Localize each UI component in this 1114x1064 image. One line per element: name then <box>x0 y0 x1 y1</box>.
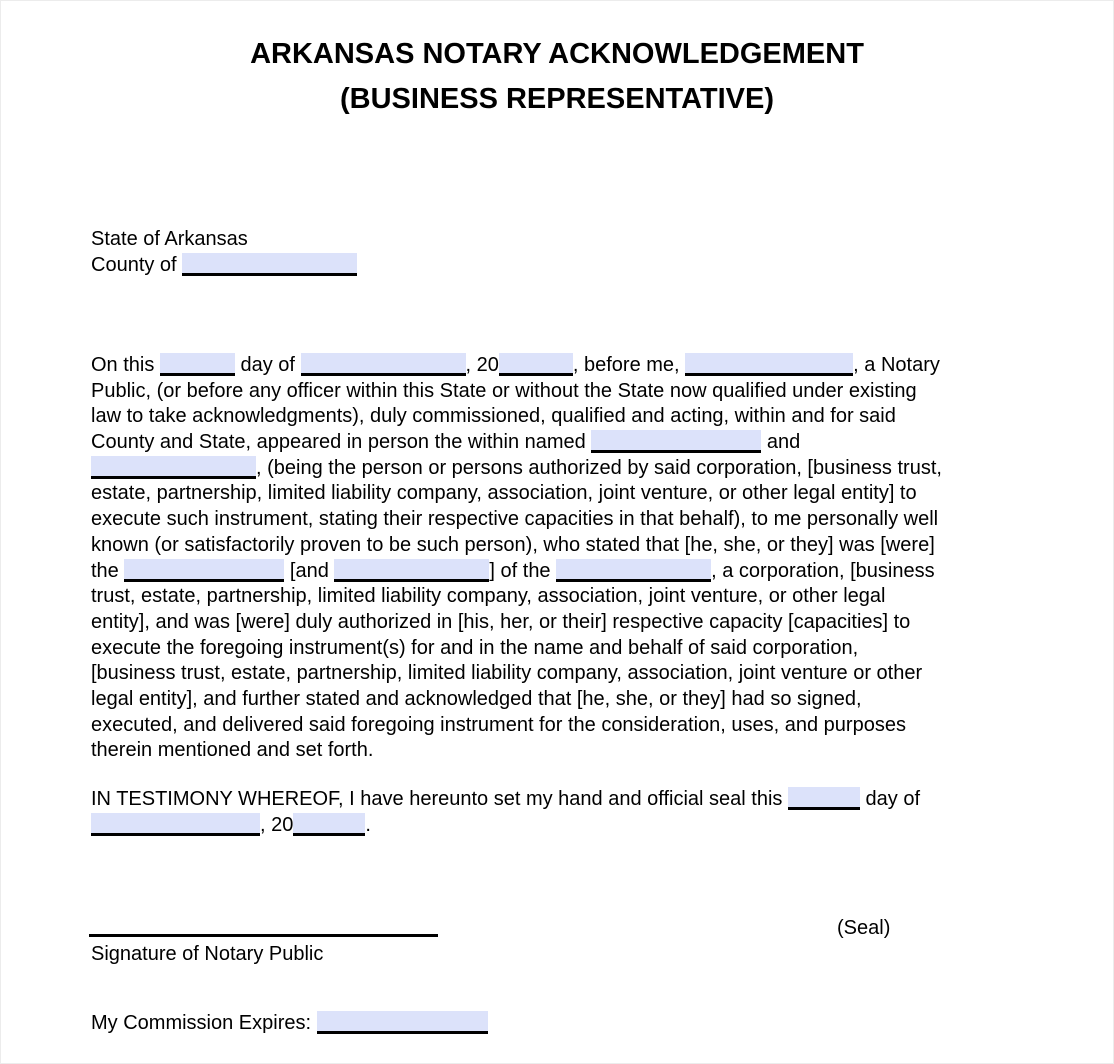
seal-label: (Seal) <box>837 917 891 939</box>
text-run: County of <box>91 253 183 276</box>
text-run: ] of the <box>489 559 557 582</box>
text-run: , 20 <box>260 813 294 836</box>
text-run: estate, partnership, limited liability company, association, joint venture, or other legal entity] to <box>91 482 917 505</box>
text-run: entity], and was [were] duly authorized in [his, her, or their] respective capacity [capacities] to <box>91 610 911 633</box>
text-line <box>91 813 920 839</box>
text-line <box>91 787 920 813</box>
text-line <box>91 404 942 430</box>
text-run: My Commission Expires: <box>91 1012 317 1034</box>
field-seal-month[interactable] <box>91 813 260 836</box>
text-line <box>91 379 942 405</box>
text-run: [business trust, estate, partnership, limited liability company, association, joint venture or other <box>91 662 923 685</box>
text-line <box>91 481 942 507</box>
field-principal-name-2[interactable] <box>91 456 256 479</box>
field-seal-year[interactable] <box>293 813 365 836</box>
text-run: , a corporation, [business <box>711 559 935 582</box>
text-run: day of <box>859 788 921 810</box>
text-run: trust, estate, partnership, limited liability company, association, joint venture, or other legal <box>91 585 886 608</box>
text-run: On this <box>91 354 160 376</box>
document-title-line-1: ARKANSAS NOTARY ACKNOWLEDGEMENT <box>250 38 864 70</box>
text-run: , a Notary <box>853 354 940 376</box>
field-principal-name-1[interactable] <box>591 430 761 453</box>
text-run: . <box>365 813 371 836</box>
signature-caption: Signature of Notary Public <box>91 943 324 965</box>
text-line <box>91 713 942 739</box>
field-notary-name[interactable] <box>685 353 853 376</box>
text-run: , before me, <box>572 354 686 376</box>
text-run: County and State, appeared in person the within named <box>91 431 592 454</box>
text-line <box>91 353 942 379</box>
field-month[interactable] <box>301 353 466 376</box>
text-line <box>91 456 942 482</box>
text-run: Public, (or before any officer within this State or without the State now qualified under existing <box>91 379 917 402</box>
document-title <box>1 32 1113 122</box>
notary-signature-line[interactable] <box>89 934 438 937</box>
field-county[interactable] <box>182 253 357 276</box>
text-run: law to take acknowledgments), duly commissioned, qualified and acting, within and for said <box>91 405 896 428</box>
text-run: executed, and delivered said foregoing instrument for the consideration, uses, and purposes <box>91 713 906 736</box>
text-run: legal entity], and further stated and acknowledged that [he, she, or they] had so signed, <box>91 687 862 710</box>
text-run: day of <box>234 354 301 376</box>
field-year[interactable] <box>499 353 573 376</box>
text-line <box>91 253 357 279</box>
text-line <box>91 430 942 456</box>
field-title-1[interactable] <box>124 559 284 582</box>
text-run: [and <box>284 559 335 582</box>
text-run: therein mentioned and set forth. <box>91 739 374 762</box>
text-run: execute such instrument, stating their respective capacities in that behalf), to me personally well <box>91 508 939 531</box>
field-seal-day[interactable] <box>788 787 860 810</box>
text-run: State of Arkansas <box>91 228 248 250</box>
commission-expires-block <box>91 1011 488 1037</box>
text-line <box>91 584 942 610</box>
text-run: , 20 <box>465 354 499 376</box>
text-line <box>91 738 942 764</box>
text-line <box>91 507 942 533</box>
field-commission-expiration-date[interactable] <box>317 1011 488 1034</box>
field-title-2[interactable] <box>334 559 489 582</box>
text-line <box>91 1011 488 1037</box>
field-day[interactable] <box>160 353 235 376</box>
text-run: IN TESTIMONY WHEREOF, I have hereunto set my hand and official seal this <box>91 788 788 810</box>
text-line <box>91 661 942 687</box>
field-company-name[interactable] <box>556 559 711 582</box>
state-county-block <box>91 227 357 278</box>
acknowledgement-paragraph <box>91 353 942 764</box>
text-run: the <box>91 559 125 582</box>
text-line <box>91 636 942 662</box>
testimony-paragraph <box>91 787 920 838</box>
document-title-line-2: (BUSINESS REPRESENTATIVE) <box>340 83 774 115</box>
text-run: known (or satisfactorily proven to be such person), who stated that [he, she, or they] was [were] <box>91 533 935 556</box>
text-run: , (being the person or persons authorized by said corporation, [business trust, <box>256 456 942 479</box>
text-line <box>91 687 942 713</box>
text-run: execute the foregoing instrument(s) for and in the name and behalf of said corporation, <box>91 636 859 659</box>
text-run: and <box>761 431 801 454</box>
text-line <box>91 533 942 559</box>
text-line <box>91 559 942 585</box>
text-line <box>91 610 942 636</box>
text-line <box>91 227 357 253</box>
